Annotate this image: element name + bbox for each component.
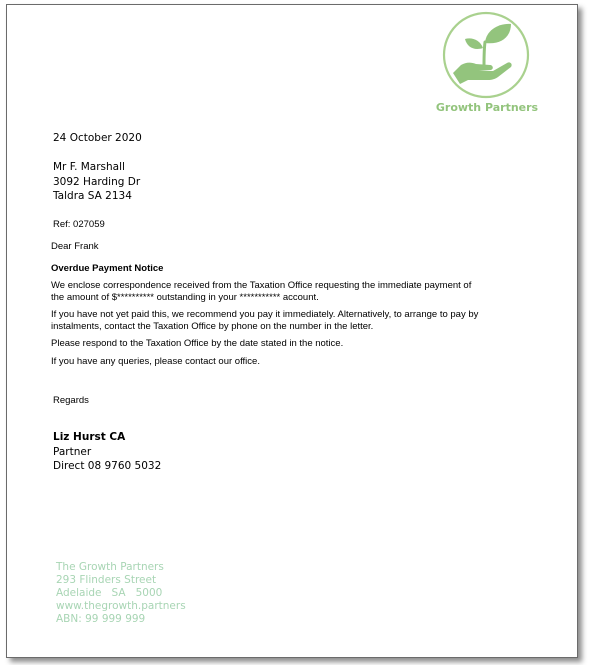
growth-hand-plant-icon (441, 10, 531, 100)
footer-line: www.thegrowth.partners (56, 600, 186, 612)
recipient-block (53, 160, 140, 204)
footer-line: Adelaide SA 5000 (56, 587, 163, 599)
closing: Regards (53, 395, 89, 406)
body-line: If you have any queries, please contact our office. (51, 356, 260, 367)
letter-page (6, 4, 578, 658)
footer-line: The Growth Partners (56, 561, 164, 573)
body-paragraph (51, 356, 260, 368)
body-paragraph (51, 338, 343, 350)
footer-address (56, 561, 186, 626)
brand-name: Growth Partners (435, 101, 539, 114)
body-line: the amount of $********** outstanding in your *********** account. (51, 292, 319, 303)
footer-line: ABN: 99 999 999 (56, 613, 146, 625)
body-line: Please respond to the Taxation Office by the date stated in the notice. (51, 338, 344, 349)
signatory-name: Liz Hurst CA (53, 431, 126, 443)
recipient-line: Mr F. Marshall (53, 161, 125, 173)
signatory-title: Partner (53, 445, 92, 458)
recipient-line: Taldra SA 2134 (53, 190, 132, 202)
reference: Ref: 027059 (53, 219, 105, 230)
subject-heading: Overdue Payment Notice (51, 263, 164, 274)
signature-block (53, 430, 161, 474)
body-line: We enclose correspondence received from the Taxation Office requesting the immediate payment of (51, 280, 472, 291)
body-paragraph (51, 309, 478, 333)
signatory-phone: Direct 08 9760 5032 (53, 460, 162, 472)
letter-date: 24 October 2020 (53, 132, 142, 144)
footer-line: 293 Flinders Street (56, 574, 157, 586)
body-line: If you have not yet paid this, we recommend you pay it immediately. Alternatively, to arrange to pay by (51, 309, 479, 320)
body-line: instalments, contact the Taxation Office by phone on the number in the letter. (51, 321, 374, 332)
body-paragraph (51, 280, 471, 304)
recipient-line: 3092 Harding Dr (53, 175, 141, 188)
salutation: Dear Frank (51, 241, 99, 252)
